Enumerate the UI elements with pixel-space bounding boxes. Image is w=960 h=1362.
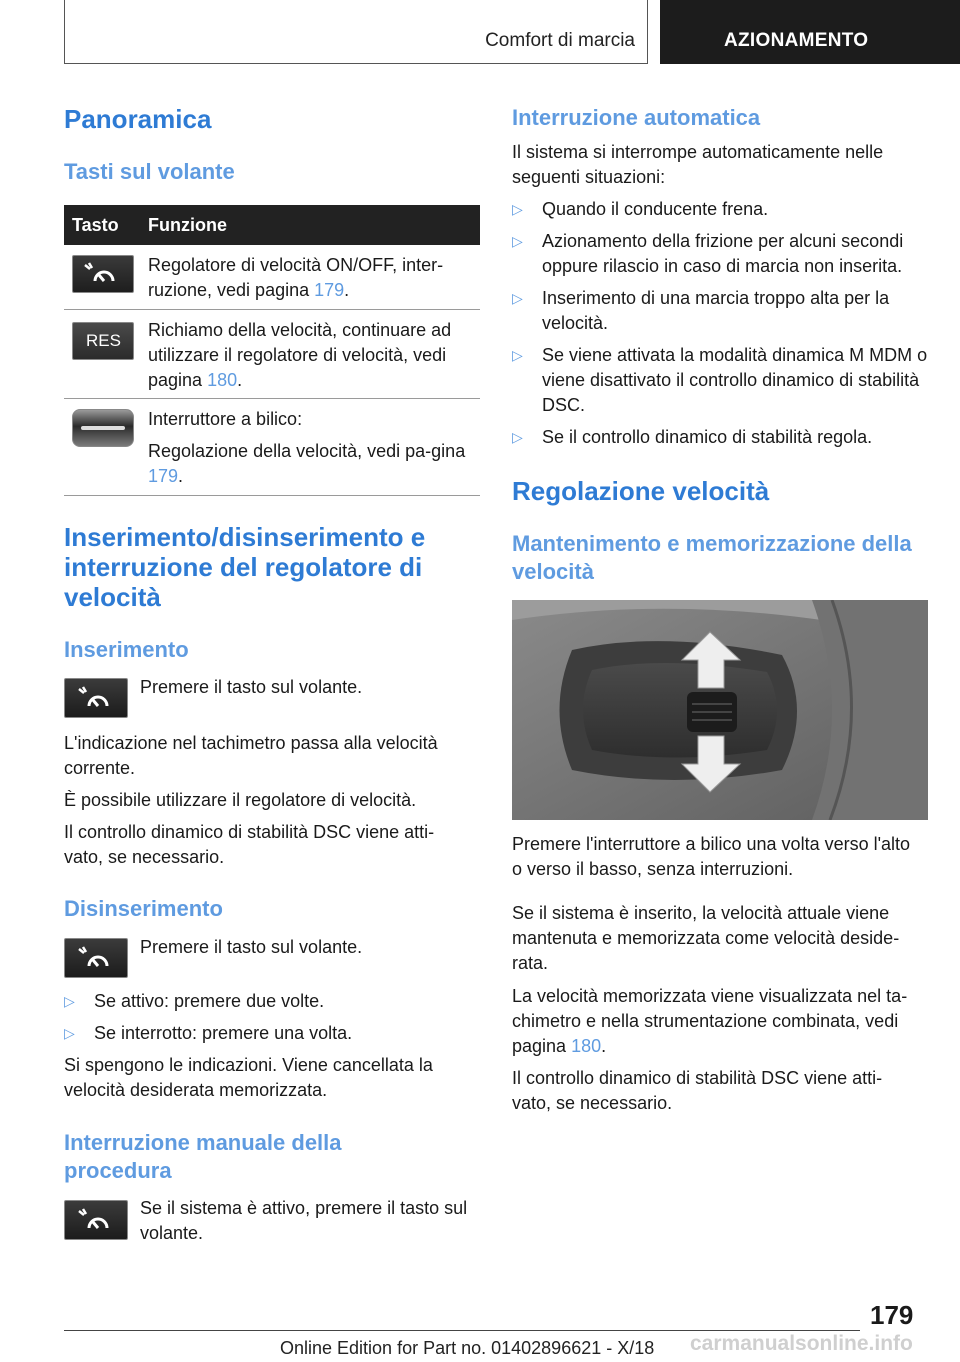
heading-overview: Panoramica <box>64 104 212 134</box>
cruise-key-image <box>64 938 128 978</box>
cruise-key-image <box>64 1200 128 1240</box>
triangle-bullet-icon: ▷ <box>512 233 523 249</box>
header-section-title: Comfort di marcia <box>485 30 635 51</box>
deactivation-instruction: Premere il tasto sul volante. <box>140 937 363 957</box>
deactivation-para: Si spengono le indicazioni. Viene cancellata la velocità desiderata memorizzata. <box>64 1055 433 1100</box>
automatic-intro: Il sistema si interrompe automaticamente nelle seguenti situazioni: <box>512 142 884 187</box>
heading-automatic-interruption: Interruzione automatica <box>512 105 761 130</box>
page-link[interactable]: 180 <box>571 1036 602 1056</box>
table-row <box>64 245 480 310</box>
row3-function: Regolazione della velocità, vedi pa-gina 179. <box>148 441 466 486</box>
heading-deactivation: Disinserimento <box>64 896 223 921</box>
rocker-switch-photo <box>512 600 928 820</box>
page-link[interactable]: 179 <box>314 280 345 300</box>
triangle-bullet-icon: ▷ <box>64 993 75 1009</box>
res-key-image <box>72 322 134 360</box>
table-row <box>64 399 480 496</box>
table-header <box>64 205 480 245</box>
activation-para1: L'indicazione nel tachimetro passa alla velocità corrente. <box>64 733 438 778</box>
steering-wheel-rocker-illustration <box>512 600 928 820</box>
speedometer-icon <box>65 679 127 717</box>
activation-para2: È possibile utilizzare il regolatore di velocità. <box>64 790 417 810</box>
cruise-key-image <box>64 678 128 718</box>
heading-speed-control: Regolazione velocità <box>512 476 770 506</box>
page-link[interactable]: 179 <box>148 466 179 486</box>
row3-line1: Interruttore a bilico: <box>148 409 303 429</box>
table-row <box>64 310 480 399</box>
buttons-table <box>64 205 480 496</box>
heading-onoff: Inserimento/disinserimento e interruzione del regolatore di velocità <box>64 522 426 612</box>
row2-function: Richiamo della velocità, continuare ad utilizzare il regolatore di velocità, vedi pagina 180. <box>148 320 452 390</box>
maintain-para3: La velocità memorizzata viene visualizzata nel ta-chimetro e nella strumentazione combinata, vedi pagina 180. <box>512 986 908 1056</box>
triangle-bullet-icon: ▷ <box>512 429 523 445</box>
maintain-para2: Se il sistema è inserito, la velocità attuale viene mantenuta e memorizzata come velocità deside-rata. <box>512 903 900 973</box>
triangle-bullet-icon: ▷ <box>512 290 523 306</box>
cruise-onoff-key-image <box>72 255 134 293</box>
header-section-box <box>64 0 648 64</box>
speedometer-icon <box>65 1201 127 1239</box>
table-header-button: Tasto <box>72 215 119 235</box>
footer-divider <box>64 1330 860 1331</box>
row1-function: Regolatore di velocità ON/OFF, inter-ruzione, vedi pagina 179. <box>148 255 444 300</box>
maintain-para1: Premere l'interruttore a bilico una volta verso l'alto o verso il basso, senza interruzioni. <box>512 834 911 879</box>
heading-manual-interruption: Interruzione manuale della procedura <box>64 1130 342 1183</box>
activation-para3: Il controllo dinamico di stabilità DSC viene atti-vato, se necessario. <box>64 822 435 867</box>
triangle-bullet-icon: ▷ <box>512 347 523 363</box>
heading-activation: Inserimento <box>64 637 189 662</box>
res-key-label: RES <box>86 331 121 350</box>
rocker-switch-image <box>72 409 134 447</box>
table-header-function: Funzione <box>148 215 227 235</box>
header-chapter-title: AZIONAMENTO <box>724 30 869 51</box>
heading-steering-buttons: Tasti sul volante <box>64 159 235 184</box>
watermark: carmanualsonline.info <box>690 1332 913 1355</box>
speedometer-icon <box>65 939 127 977</box>
activation-instruction: Premere il tasto sul volante. <box>140 677 363 697</box>
speedometer-icon <box>73 256 133 292</box>
page-number: 179 <box>870 1300 914 1330</box>
triangle-bullet-icon: ▷ <box>512 201 523 217</box>
footer-edition: Online Edition for Part no. 01402896621 - X/18 <box>280 1338 655 1358</box>
heading-maintain-speed: Mantenimento e memorizzazione della velocità <box>512 531 912 584</box>
maintain-para4: Il controllo dinamico di stabilità DSC viene atti-vato, se necessario. <box>512 1068 883 1113</box>
header-chapter-box <box>660 0 960 64</box>
triangle-bullet-icon: ▷ <box>64 1025 75 1041</box>
manual-instruction: Se il sistema è attivo, premere il tasto sul volante. <box>140 1198 468 1243</box>
page-link[interactable]: 180 <box>207 370 238 390</box>
